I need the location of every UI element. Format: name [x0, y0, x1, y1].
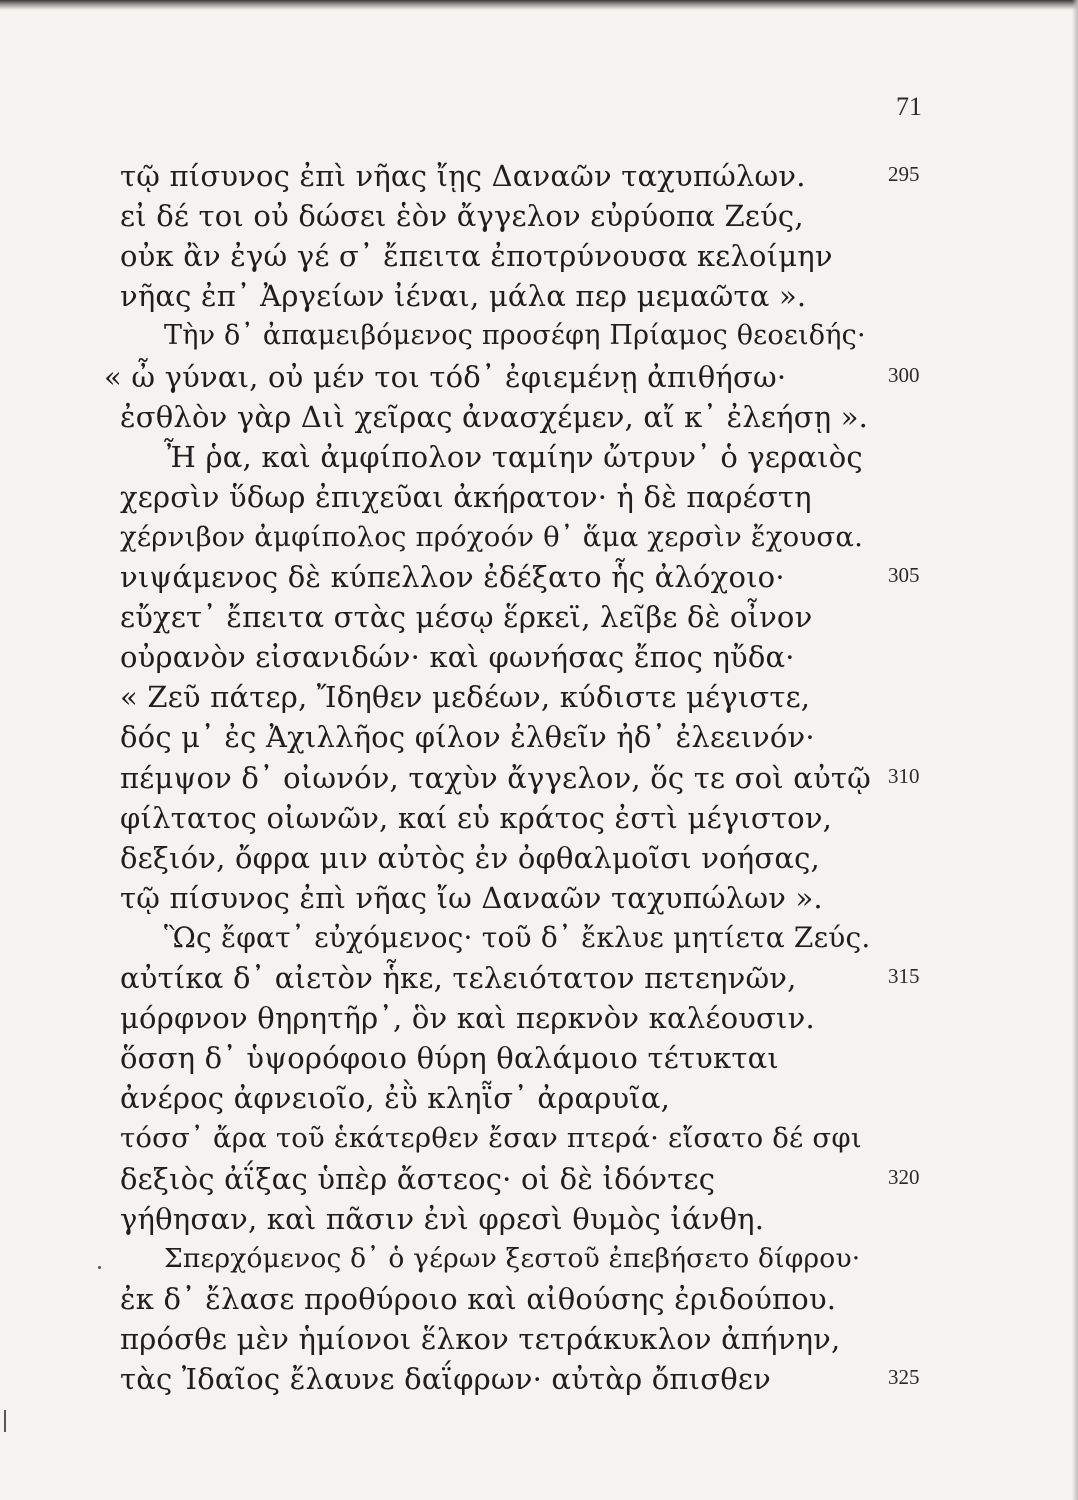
verse-line-text: νιψάμενος δὲ κύπελλον ἐδέξατο ἧς ἀλόχοιο·: [120, 560, 785, 594]
verse-line: [0, 679, 1078, 723]
verse-line-text: νῆας ἐπ᾿ Ἀργείων ἰέναι, μάλα περ μεμαῶτα ».: [120, 279, 807, 313]
verse-line: [0, 880, 1078, 924]
verse-line: [0, 278, 1078, 322]
verse-line: [0, 719, 1078, 763]
verse-line: [0, 399, 1078, 443]
verse-line-text: τόσσ᾿ ἄρα τοῦ ἑκάτερθεν ἔσαν πτερά· εἴσατο δέ σφι: [120, 1122, 862, 1154]
line-number: 305: [888, 563, 920, 587]
verse-line: [0, 439, 1078, 483]
verse-line-text: δός μ᾿ ἐς Ἀχιλλῆος φίλον ἐλθεῖν ἠδ᾿ ἐλεεινόν·: [120, 720, 815, 754]
verse-line-text: πρόσθε μὲν ἡμίονοι ἕλκον τετράκυκλον ἀπήνην,: [120, 1322, 841, 1356]
verse-line-text: τὰς Ἰδαῖος ἔλαυνε δαΐφρων· αὐτὰρ ὄπισθεν: [120, 1362, 771, 1396]
verse-line-text: « ὦ γύναι, οὐ μέν τοι τόδ᾿ ἐφιεμένῃ ἀπιθήσω·: [104, 360, 787, 394]
line-number: 310: [888, 764, 920, 788]
verse-line: [0, 1161, 1078, 1205]
verse-line-text: μόρφνον θηρητῆρ᾿, ὃν καὶ περκνὸν καλέουσιν.: [120, 1001, 815, 1035]
verse-line: [0, 1241, 1078, 1285]
verse-line: [0, 1321, 1078, 1365]
verse-line-text: οὐκ ἂν ἐγώ γέ σ᾿ ἔπειτα ἐποτρύνουσα κελοίμην: [120, 239, 833, 273]
verse-line-text: Σπερχόμενος δ᾿ ὁ γέρων ξεστοῦ ἐπεβήσετο δίφρου·: [164, 1243, 861, 1274]
verse-line: [0, 318, 1078, 362]
page-number: 71: [896, 92, 922, 121]
verse-line: [0, 800, 1078, 844]
verse-line: [0, 359, 1078, 403]
verse-line: [0, 1080, 1078, 1124]
verse-line-text: χερσὶν ὕδωρ ἐπιχεῦαι ἀκήρατον· ἡ δὲ παρέστη: [120, 480, 812, 514]
scan-margin-mark: [4, 1410, 6, 1432]
verse-line-text: τῷ πίσυνος ἐπὶ νῆας ἴῃς Δαναῶν ταχυπώλων.: [120, 159, 806, 193]
line-number: 320: [888, 1165, 920, 1189]
verse-line: [0, 198, 1078, 242]
verse-line-text: γήθησαν, καὶ πᾶσιν ἐνὶ φρεσὶ θυμὸς ἰάνθη.: [120, 1202, 765, 1236]
verse-line-text: ἀνέρος ἀφνειοῖο, ἐῢ κληῗσ᾿ ἀραρυῖα,: [120, 1081, 671, 1115]
verse-line: [0, 760, 1078, 804]
verse-line: [0, 479, 1078, 523]
verse-line: [0, 840, 1078, 884]
verse-line-text: εἰ δέ τοι οὐ δώσει ἑὸν ἄγγελον εὐρύοπα Ζεύς,: [120, 199, 804, 233]
verse-line-text: ὅσση δ᾿ ὑψορόφοιο θύρη θαλάμοιο τέτυκται: [120, 1041, 779, 1075]
verse-line-text: δεξιόν, ὄφρα μιν αὐτὸς ἐν ὀφθαλμοῖσι νοήσας,: [120, 841, 820, 875]
verse-line-text: τῷ πίσυνος ἐπὶ νῆας ἴω Δαναῶν ταχυπώλων ».: [120, 881, 823, 915]
verse-line: [0, 559, 1078, 603]
verse-line: [0, 238, 1078, 282]
verse-line-text: Τὴν δ᾿ ἀπαμειβόμενος προσέφη Πρίαμος θεοειδής·: [164, 320, 866, 351]
verse-line-text: χέρνιβον ἀμφίπολος πρόχοόν θ᾿ ἅμα χερσὶν ἔχουσα.: [120, 521, 864, 553]
line-number: 325: [888, 1365, 920, 1389]
verse-line-text: αὐτίκα δ᾿ αἰετὸν ἧκε, τελειότατον πετεηνῶν,: [120, 961, 797, 995]
verse-line-text: « Ζεῦ πάτερ, Ἴδηθεν μεδέων, κύδιστε μέγιστε,: [120, 680, 811, 714]
scan-speck: [98, 1266, 101, 1269]
verse-line-text: ἐκ δ᾿ ἔλασε προθύροιο καὶ αἰθούσης ἐριδούπου.: [120, 1282, 837, 1316]
verse-line: [0, 1040, 1078, 1084]
verse-line: [0, 519, 1078, 563]
verse-line: [0, 920, 1078, 964]
verse-line: [0, 1120, 1078, 1164]
verse-line-text: Ἦ ῥα, καὶ ἀμφίπολον ταμίην ὤτρυν᾿ ὁ γεραιὸς: [164, 440, 863, 474]
verse-line: [0, 1361, 1078, 1405]
verse-line: [0, 599, 1078, 643]
verse-line-text: οὐρανὸν εἰσανιδών· καὶ φωνήσας ἔπος ηὔδα·: [120, 640, 795, 674]
verse-line-text: πέμψον δ᾿ οἰωνόν, ταχὺν ἄγγελον, ὅς τε σοὶ αὐτῷ: [120, 761, 871, 795]
verse-line-text: εὔχετ᾿ ἔπειτα στὰς μέσῳ ἕρκεϊ, λεῖβε δὲ οἶνον: [120, 600, 813, 634]
line-number: 315: [888, 964, 920, 988]
verse-line-text: δεξιὸς ἀΐξας ὑπὲρ ἄστεος· οἱ δὲ ἰδόντες: [120, 1162, 716, 1196]
verse-line: [0, 1201, 1078, 1245]
verse-line-text: φίλτατος οἰωνῶν, καί εὑ κράτος ἐστὶ μέγιστον,: [120, 801, 833, 835]
verse-line-text: ἐσθλὸν γὰρ Διὶ χεῖρας ἀνασχέμεν, αἴ κ᾿ ἐλεήσῃ ».: [120, 400, 869, 434]
verse-line-text: Ὣς ἔφατ᾿ εὐχόμενος· τοῦ δ᾿ ἔκλυε μητίετα Ζεύς.: [164, 921, 871, 954]
verse-line: [0, 1000, 1078, 1044]
line-number: 295: [888, 162, 920, 186]
verse-line: [0, 960, 1078, 1004]
verse-line: [0, 158, 1078, 202]
verse-line: [0, 639, 1078, 683]
scan-edge-shadow-top: [0, 0, 1078, 10]
line-number: 300: [888, 363, 920, 387]
verse-line: [0, 1281, 1078, 1325]
